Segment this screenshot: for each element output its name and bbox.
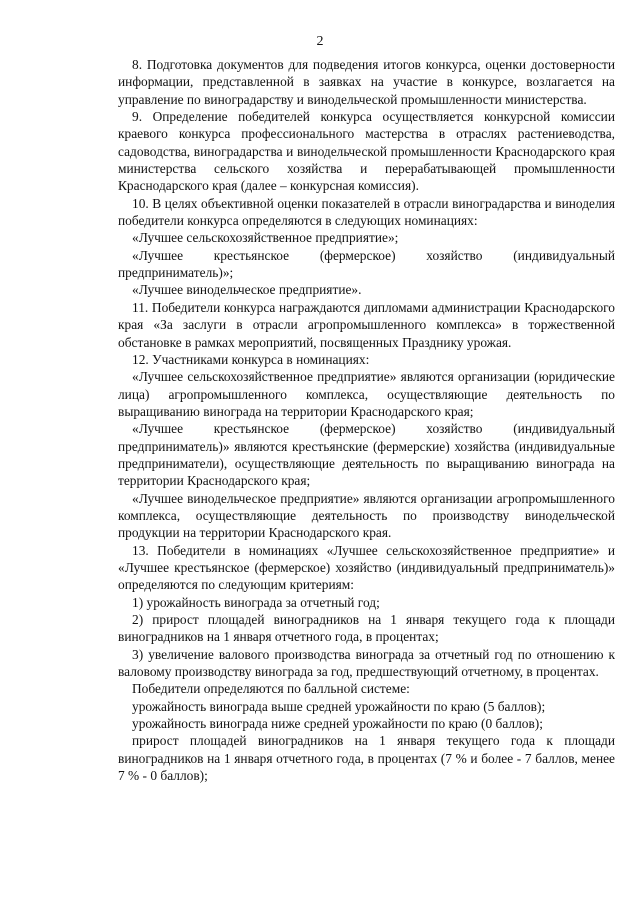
nomination-agricultural-enterprise: «Лучшее сельскохозяйственное предприятие»; xyxy=(132,230,399,246)
criterion-3: 3) увеличение валового производства винограда за отчетный год по отношению к валовому производству винограда за год, предшествующий отчетному, в процентах. xyxy=(118,646,615,680)
nomination-farm: «Лучшее крестьянское (фермерское) хозяйство (индивидуальный предприниматель)»; xyxy=(118,247,615,281)
paragraph-12: 12. Участниками конкурса в номинациях: xyxy=(132,351,370,367)
paragraph-10: 10. В целях объективной оценки показателей в отрасли виноградарства и виноделия победители конкурса определяются в следующих номинациях: xyxy=(118,195,615,229)
paragraph-11: 11. Победители конкурса награждаются дипломами администрации Краснодарского края «За заслуги в отрасли агропромышленного комплекса» в торжественной обстановке в рамках мероприятий, посвященных Празднику урожая. xyxy=(118,299,615,350)
participants-winery: «Лучшее винодельческое предприятие» являются организации агропромышленного комплекса, осуществляющие деятельность по производству винодельческой продукции на территории Краснодарского края. xyxy=(118,490,615,541)
paragraph-9: 9. Определение победителей конкурса осуществляется конкурсной комиссии краевого конкурса профессионального мастерства в отраслях растениеводства, садоводства, виноградарства и винодельческой промышленности Краснодарского края министерства сельского хозяйства и перерабатывающей промышленности Краснодарского края (далее – конкурсная комиссия). xyxy=(118,109,615,194)
scoring-yield-above: урожайность винограда выше средней урожайности по краю (5 баллов); xyxy=(132,698,546,714)
scoring-area-growth: прирост площадей виноградников на 1 января текущего года к площади виноградников на 1 января отчетного года, в процентах (7 % и более - 7 баллов, менее 7 % - 0 баллов); xyxy=(118,733,615,784)
scoring-intro: Победители определяются по балльной системе: xyxy=(132,681,410,697)
paragraph-13: 13. Победители в номинациях «Лучшее сельскохозяйственное предприятие» и «Лучшее крестьянское (фермерское) хозяйство (индивидуальный предприниматель)» определяются по следующим критериям: xyxy=(118,542,615,593)
page-number: 2 xyxy=(316,34,324,49)
criterion-2: 2) прирост площадей виноградников на 1 января текущего года к площади виноградников на 1 января отчетного года, в процентах; xyxy=(118,612,615,645)
document-body xyxy=(118,56,615,784)
criterion-1: 1) урожайность винограда за отчетный год; xyxy=(132,594,380,610)
nomination-winery: «Лучшее винодельческое предприятие». xyxy=(132,282,362,298)
scoring-yield-below: урожайность винограда ниже средней урожайности по краю (0 баллов); xyxy=(132,716,543,732)
paragraph-8: 8. Подготовка документов для подведения итогов конкурса, оценки достоверности информации, представленной в заявках на участие в конкурсе, возлагается на управление по виноградарству и винодельческой промышленности министерства. xyxy=(118,57,615,107)
participants-agricultural-enterprise: «Лучшее сельскохозяйственное предприятие» являются организации (юридические лица) агропромышленного комплекса, осуществляющие деятельность по выращиванию винограда на территории Краснодарского края; xyxy=(118,369,615,419)
participants-farm: «Лучшее крестьянское (фермерское) хозяйство (индивидуальный предприниматель)» являются крестьянские (фермерские) хозяйства (индивидуальные предприниматели), осуществляющие деятельность по выращиванию винограда на территории Краснодарского края; xyxy=(118,421,615,489)
